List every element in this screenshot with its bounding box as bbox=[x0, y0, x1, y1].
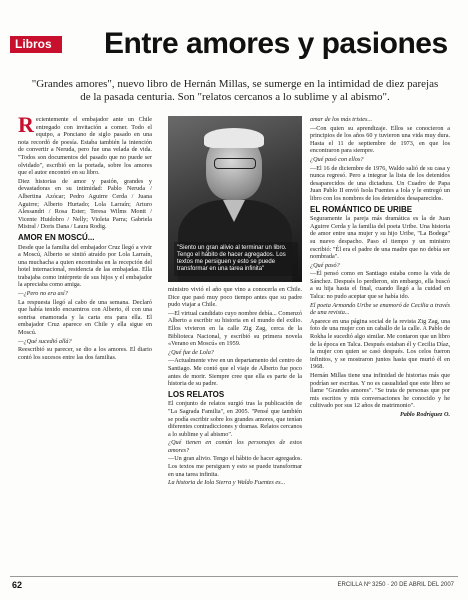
paragraph: El poeta Armando Uribe se enamoró de Cecilia a través de una revista... bbox=[310, 301, 450, 317]
paragraph: —¿Qué sucedió allá? bbox=[18, 337, 72, 345]
paragraph: Diez historias de amor y pasión, grandes y devastadoras en su intimidad: Pablo Neruda / Albertina Azócar; Pedro Aguirre Cerda / Juana Aguirre; Alberto Hurtado; Lola Larraín; Arturo Alessandri / Rosa Ester; Teresa Wilms Montt / Vicente Huidobro / Nelly; Violeta Parra; Gabriela Mistral / Doris Dana / Laura Rodig. bbox=[18, 177, 152, 231]
paragraph: —¿Pero no era así? bbox=[18, 290, 68, 298]
paragraph: Hernán Millas tiene una infinidad de historias más que podrían ser escritas. Y no es casualidad que este libro se llame "Grandes amores". "Se trata de personas que por mis escritos y mis conversaciones he conocido y he cultivado por sus 12 años de matrimonio". bbox=[310, 372, 450, 410]
paragraph: La respuesta llegó al cabo de una semana. Declaró que había tenido encuentros con Alberto, él con una sonrisa enamorada y la carta era para ella. El embajador Cruz aparece en Chile y ella sigue en Moscú. bbox=[18, 298, 152, 337]
paragraph: ministro vivió el año que vino a conocerla en Chile. Dice que pasó muy poco tiempo antes que su padre pudo viajar a Chile. bbox=[168, 286, 302, 309]
dropcap: R bbox=[18, 112, 34, 137]
paragraph: —Actualmente vive en un departamento del centro de Santiago. Me contó que el viaje de Alberto fue poco antes de morir. Siempre cree que ella es parte de la historia de su padre. bbox=[168, 357, 302, 388]
paragraph: ¿Qué fue de Lola? bbox=[168, 348, 214, 356]
paragraph: Aparece en una página social de la revista Zig Zag, una foto de una mujer con un caballo de la calle. A Pablo de Rokha le sucedió algo similar. Me contaron que un libro de la época en Talca. Después estaban él y Cecilia Díaz, la mujer con quien se casó después. Los celos fueron infinitos, y se mostraron juntos hasta que murió él en 1968. bbox=[310, 317, 450, 371]
author-photo bbox=[168, 116, 302, 282]
page-number: 62 bbox=[12, 580, 23, 590]
paragraph: —Un gran alivio. Tengo el hábito de hacer agregados. Los textos me persiguen y esto se puede transformar en una tarea infinita. bbox=[168, 455, 302, 478]
photo-glasses-shape bbox=[214, 158, 256, 169]
paragraph: ¿Qué pasó? bbox=[310, 261, 340, 269]
paragraph: ¿Qué pasó con ellos? bbox=[310, 155, 364, 163]
subhead: AMOR EN MOSCÚ... bbox=[18, 232, 95, 242]
photo-caption: "Siento un gran alivio al terminar un libro. Tengo el hábito de hacer agregados. Los textos me persiguen y esto se puede transformar en una tarea infinita" bbox=[174, 242, 298, 276]
subhead: EL ROMÁNTICO DE URIBE bbox=[310, 204, 413, 214]
column-2 bbox=[168, 286, 302, 488]
paragraph: —El 16 de diciembre de 1976, Waldo salió de su casa y nunca regresó. Pero a integrar la lista de los detenidos desaparecidos de una dictadura. Un Cuadro de Papa Juan Pablo II envió Isola Fuentes a Iola y le entregó un libro con los nombres de los detenidos desaparecidos. bbox=[310, 164, 450, 202]
paragraph: La historia de Iola Sierra y Waldo Fuentes es... bbox=[168, 479, 286, 487]
paragraph: amar de los más tristes... bbox=[310, 116, 373, 123]
paragraph: Desde que la familia del embajador Cruz llegó a vivir a Moscú, Alberto se sintió atraído por Lola Larraín, una muchacha a quien encontraba en la recepción del hotel internacional, residencia de las embajadas. Ella trabajaba como intérprete de sus hijos y el embajador la apreciaba como amiga. bbox=[18, 243, 152, 289]
photo-hair-shape bbox=[204, 128, 264, 148]
paragraph: —El virtual candidato cuyo nombre debía... Comenzó Alberto a escribir su historia en el mundo del exilio. Ellos vivieron en la calle Zig Zag, cerca de la Biblioteca Nacional, y escribió su primera novela «Verano en Moscú» en 1959. bbox=[168, 309, 302, 348]
column-1 bbox=[18, 112, 152, 362]
author-signature: Pablo Rodríguez O. bbox=[399, 410, 450, 418]
paragraph: El conjunto de relatos surgió tras la publicación de "La Sagrada Familia", en 2005. "Pensé que también se podía escribir sobre los grandes amores, que tenían diferentes contradicciones y dramas. Relatos cercanos a lo sublime y al abismo". bbox=[168, 400, 302, 438]
intro-paragraph: Recientemente el embajador ante un Chile entregado con invitación a comer. Todo el equipo, a Ponciano de siglo pasado en una nota recordó de poesía. Estaba también la intención de convertir a Neruda, pero fue una velada de vida. "Todos son documentos del pasado que no puede ser olvidado", escribió en la portada, sobre los amores que el autor encontró en su libro. bbox=[18, 112, 152, 177]
section-tag: Libros bbox=[10, 36, 62, 53]
column-3 bbox=[310, 116, 450, 420]
paragraph: —Con quien su aprendizaje. Ellos se conocieron a principios de los años 60 y tuvieron una vida muy dura. Hasta el 11 de septiembre de 1973, en que los encontraron para siempre. bbox=[310, 124, 450, 155]
deck: "Grandes amores", nuevo libro de Hernán Millas, se sumerge en la intimidad de diez parejas de la pasada centuria. Son "relatos cercanos a lo sublime y al abismo". bbox=[31, 78, 439, 103]
paragraph: ¿Qué tienen en común los personajes de estos amores? bbox=[168, 439, 302, 454]
subhead: LOS RELATOS bbox=[168, 389, 225, 399]
headline: Entre amores y pasiones bbox=[104, 27, 448, 60]
paragraph: Seguramente la pareja más dramática es la de Juan Aguirre Cerda y la familia del poeta Uribe. Una historia de amor entre una mujer y su hijo Uribe, "La Bodega" su nuevo despacho. Paso el tiempo y un ministro escribió: "Él era el padre de una madre que no debía ser nombrada". bbox=[310, 215, 450, 261]
paragraph: Reescribió su parecer, se dio a los amores. El diario contó los sucesos entre las dos familias. bbox=[18, 346, 152, 361]
paragraph: —Él pensó como en Santiago estaba como la vida de Sánchez. Después lo perdieron, sin embargo, ella buscó a su hija hasta el final, cuando llegó a la cuidad en Talca: no pudo aceptar que se había ido. bbox=[310, 270, 450, 301]
magazine-footer: ERCILLA Nº 3250 · 20 DE ABRIL DEL 2007 bbox=[337, 582, 454, 588]
footer-rule bbox=[10, 576, 458, 577]
